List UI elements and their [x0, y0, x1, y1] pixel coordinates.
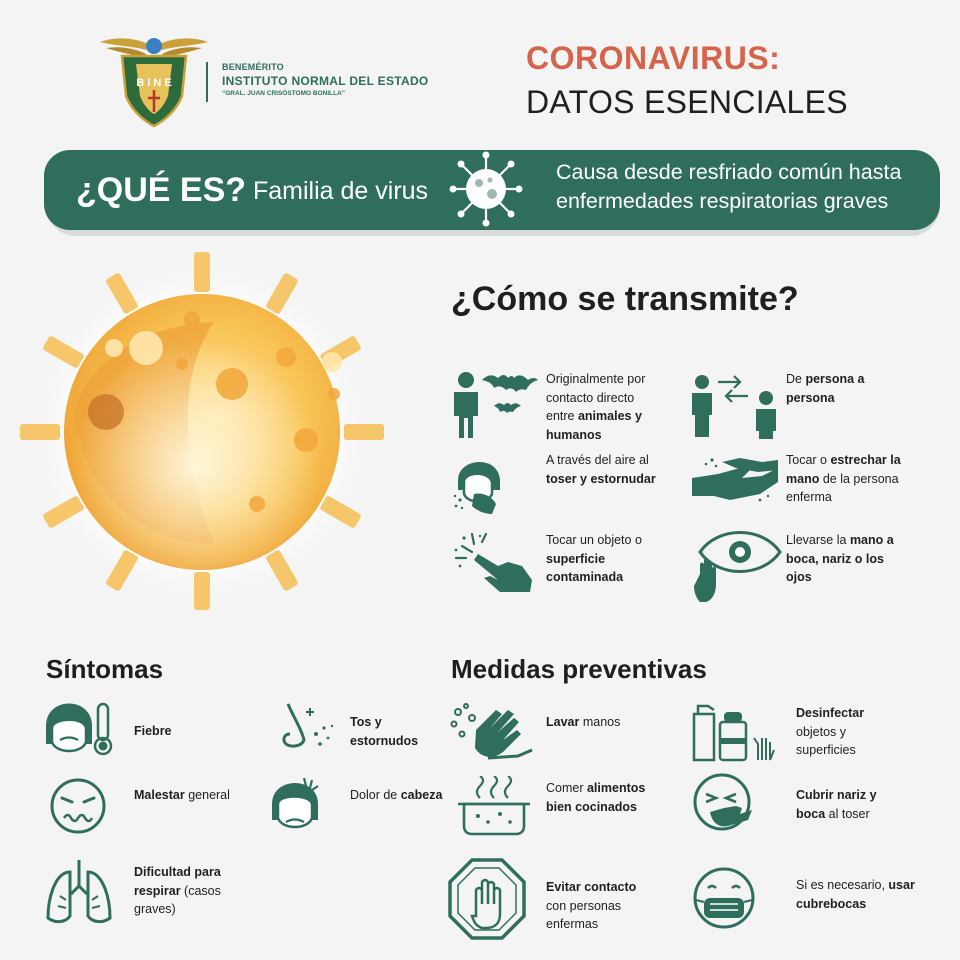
virus-family-text: Familia de virus: [253, 177, 429, 205]
nose-sneeze-icon: [276, 700, 336, 758]
prevention-text-5: [796, 876, 916, 913]
face-mask-icon: [692, 866, 756, 930]
bold-text: superficie contaminada: [546, 551, 624, 584]
page-title-line1: CORONAVIRUS:: [526, 40, 781, 76]
stop-hand-icon: [448, 858, 526, 940]
text: objetos y superficies: [796, 724, 856, 757]
handshake-icon: [690, 452, 780, 508]
person-bats-icon: [448, 366, 540, 440]
bold-text: Dificultad para respirar: [134, 865, 221, 898]
bold-text: Evitar contacto: [546, 880, 637, 894]
prevention-text-3: [796, 786, 906, 823]
description-line1: Causa desde resfriado común hasta: [556, 160, 902, 184]
bold-text: persona a persona: [786, 372, 865, 405]
description-line2: enfermedades respiratorias graves: [556, 189, 889, 213]
institution-line1: BENEMÉRITO: [222, 62, 284, 72]
coronavirus-illustration: [14, 244, 394, 614]
bold-text: Desinfectar: [796, 706, 865, 720]
prevention-text-0: [546, 713, 646, 732]
text: al toser: [825, 806, 870, 821]
institution-line3: “GRAL. JUAN CRISÓSTOMO BONILLA”: [222, 90, 346, 97]
person-to-person-icon: [690, 370, 780, 440]
bold-text: alimentos bien cocinados: [546, 781, 646, 814]
prevention-title: Medidas preventivas: [451, 654, 707, 684]
symptom-text-4: [134, 863, 254, 919]
symptom-text-0: [134, 722, 244, 741]
virus-description: [556, 158, 901, 216]
bold-text: cabeza: [400, 788, 443, 802]
bold-text: estrechar la mano: [786, 453, 901, 486]
transmission-text-4: [546, 531, 666, 587]
institution-line2: INSTITUTO NORMAL DEL ESTADO: [222, 74, 429, 88]
eye-hand-icon: [694, 528, 784, 604]
cooking-pot-icon: [456, 776, 532, 836]
transmission-text-0: [546, 370, 666, 444]
bold-text: usar cubrebocas: [796, 878, 915, 911]
bold-text: toser y estornudar: [546, 471, 656, 486]
transmission-text-2: [546, 451, 666, 488]
logo-letters: B I N E: [136, 77, 172, 89]
text: A través del aire al: [546, 453, 649, 467]
bold-text: animales y humanos: [546, 409, 642, 442]
page-title-line2: DATOS ESENCIALES: [526, 84, 848, 120]
text: Comer: [546, 781, 587, 795]
text: Si es necesario,: [796, 878, 889, 892]
transmission-text-3: [786, 451, 906, 507]
bold-text: Fiebre: [134, 724, 172, 738]
fever-icon: [44, 700, 116, 760]
headache-icon: [270, 774, 326, 838]
text: de la persona enferma: [786, 471, 899, 504]
what-is-heading: ¿QUÉ ES?: [76, 171, 247, 209]
bold-text: mano a boca, nariz o los ojos: [786, 533, 894, 584]
bold-text: Tos y estornudos: [350, 715, 419, 748]
cover-cough-icon: [692, 772, 754, 834]
text: Dolor de: [350, 788, 401, 802]
text: manos: [579, 715, 621, 729]
touch-surface-icon: [452, 532, 538, 592]
bold-text: Cubrir nariz y boca: [796, 788, 877, 821]
sneeze-icon: [452, 452, 508, 518]
symptoms-title: Síntomas: [46, 654, 164, 684]
bold-text: Malestar: [134, 788, 185, 802]
text: general: [184, 788, 230, 802]
institution-name: [206, 62, 429, 102]
text: Llevarse la: [786, 533, 850, 547]
text: De: [786, 372, 806, 386]
disinfect-icon: [690, 700, 780, 762]
prevention-text-1: [796, 704, 896, 760]
prevention-text-4: [546, 878, 656, 934]
text: Tocar un objeto o: [546, 533, 642, 547]
symptom-text-3: [350, 786, 450, 805]
lungs-icon: [44, 856, 114, 926]
transmission-text-1: [786, 370, 896, 407]
text: Originalmente por contacto directo entre: [546, 372, 646, 423]
symptom-text-1: [350, 713, 450, 750]
symptom-text-2: [134, 786, 244, 805]
transmission-text-5: [786, 531, 906, 587]
virus-icon: [446, 150, 526, 228]
transmission-title: ¿Cómo se transmite?: [451, 280, 799, 318]
unwell-face-icon: [48, 776, 108, 836]
institution-logo: [96, 34, 212, 130]
bold-text: Lavar: [546, 715, 580, 729]
text: (casos graves): [134, 883, 221, 916]
text: Tocar o: [786, 453, 831, 467]
wash-hands-icon: [448, 700, 534, 764]
text: con personas enfermas: [546, 898, 622, 931]
prevention-text-2: [546, 779, 666, 816]
